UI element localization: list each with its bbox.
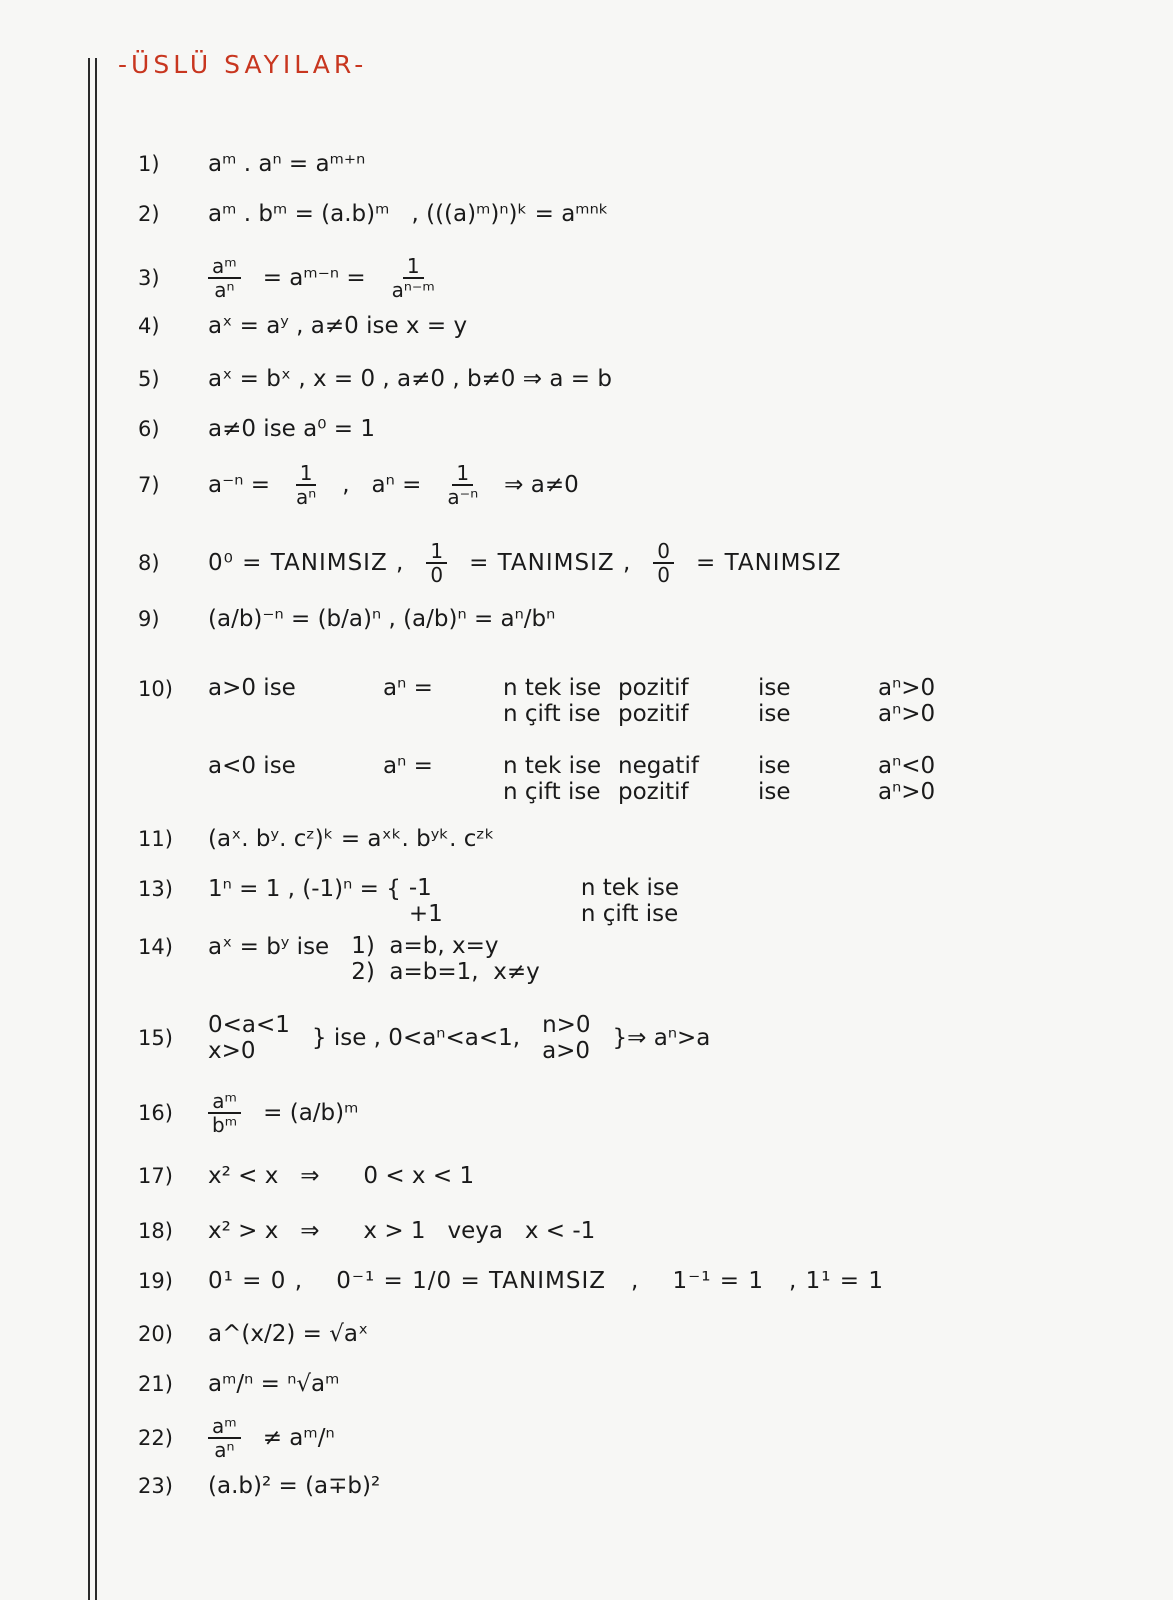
rule-number: 23) (138, 1474, 173, 1498)
rule-number: 7) (138, 473, 160, 497)
sign-table (208, 675, 968, 805)
table-cell: ise (758, 701, 791, 727)
rule-text: (aˣ. bʸ. cᶻ)ᵏ = aˣᵏ. bʸᵏ. cᶻᵏ (208, 826, 495, 852)
rule-text: aᵐ . bᵐ = (a.b)ᵐ (208, 201, 390, 227)
notebook-margin-line (88, 58, 90, 1600)
rule-number: 10) (138, 677, 173, 701)
cases-list: 1) a=b, x=y 2) a=b=1, x≠y (351, 933, 540, 985)
rule-2 (138, 200, 609, 228)
rule-number: 19) (138, 1269, 173, 1293)
fraction (653, 540, 674, 586)
rule-text: aˣ = bˣ , x = 0 , a≠0 , b≠0 ⇒ a = b (208, 366, 612, 392)
table-cell: a>0 ise (208, 675, 296, 701)
rule-1 (138, 150, 365, 178)
rule-21 (138, 1370, 339, 1398)
rule-number: 20) (138, 1322, 173, 1346)
rule-4 (138, 312, 467, 340)
table-cell: n tek ise (503, 675, 602, 701)
rule-number: 13) (138, 877, 173, 901)
rule-20 (138, 1320, 368, 1348)
page-title: -ÜSLÜ SAYILAR- (118, 50, 368, 79)
table-cell: aⁿ>0 (878, 675, 936, 701)
rule-8 (138, 540, 842, 586)
rule-9 (138, 605, 555, 633)
rule-text: a≠0 ise a⁰ = 1 (208, 416, 375, 442)
rule-number: 17) (138, 1164, 173, 1188)
fraction (388, 255, 439, 301)
separator: , (342, 472, 350, 498)
table-cell: aⁿ<0 (878, 753, 936, 779)
denominator: aⁿ (214, 1438, 235, 1462)
rule-text: 1ⁿ = 1 , (-1)ⁿ = { (208, 876, 401, 902)
table-cell: n çift ise (503, 701, 601, 727)
rule-text: 0¹ = 0 , 0⁻¹ = 1/0 = TANIMSIZ , 1⁻¹ = 1 , 1¹ = 1 (208, 1268, 884, 1294)
table-cell: aⁿ = (383, 753, 433, 779)
rule-number: 15) (138, 1026, 173, 1050)
rule-number: 9) (138, 607, 160, 631)
rule-number: 21) (138, 1372, 173, 1396)
rule-conclusion: ⇒ a≠0 (504, 472, 579, 498)
rule-number: 5) (138, 367, 160, 391)
table-cell: pozitif (618, 675, 689, 701)
cases-conditions: n tek ise n çift ise (580, 875, 680, 927)
numerator: aᵐ (208, 1090, 241, 1114)
table-cell: pozitif (618, 701, 689, 727)
numerator: aᵐ (208, 1415, 241, 1439)
numerator: 0 (653, 540, 674, 564)
fraction (443, 462, 482, 508)
rule-text: = TANIMSIZ , (469, 550, 632, 576)
denominator: aⁿ (295, 485, 317, 509)
rule-23 (138, 1472, 380, 1500)
table-cell: ise (758, 675, 791, 701)
rule-17 (138, 1162, 474, 1190)
rule-number: 3) (138, 266, 160, 290)
rule-number: 6) (138, 417, 160, 441)
rule-13 (138, 875, 679, 927)
rule-15 (138, 1012, 710, 1064)
rule-text: aᵐ/ⁿ = ⁿ√aᵐ (208, 1371, 340, 1397)
rule-text: a⁻ⁿ = (208, 472, 270, 498)
rule-6 (138, 415, 375, 443)
rule-text: = TANIMSIZ (696, 550, 842, 576)
rule-text: = aᵐ⁻ⁿ = (262, 265, 366, 291)
rule-number: 22) (138, 1426, 173, 1450)
table-cell: ise (758, 779, 791, 805)
denominator: aⁿ⁻ᵐ (391, 278, 435, 302)
table-cell: aⁿ>0 (878, 701, 936, 727)
denominator: 0 (657, 563, 670, 587)
denominator: aⁿ (214, 278, 235, 302)
rule-18 (138, 1217, 595, 1245)
fraction (426, 540, 447, 586)
rule-text: (a/b)⁻ⁿ = (b/a)ⁿ , (a/b)ⁿ = aⁿ/bⁿ (208, 606, 556, 632)
table-cell: n çift ise (503, 779, 601, 805)
cases-values: -1 +1 (408, 875, 443, 927)
rule-number: 11) (138, 827, 173, 851)
rule-text: (a.b)² = (a∓b)² (208, 1473, 381, 1499)
table-cell: a<0 ise (208, 753, 296, 779)
rule-16 (138, 1090, 358, 1136)
rule-number: 2) (138, 202, 160, 226)
rule-3 (138, 255, 439, 301)
denominator: 0 (430, 563, 444, 587)
numerator: 1 (426, 540, 447, 564)
rule-number: 8) (138, 551, 160, 575)
rule-text: = (a/b)ᵐ (263, 1100, 359, 1126)
rule-text-secondary: , (((a)ᵐ)ⁿ)ᵏ = aᵐⁿᵏ (411, 201, 609, 227)
notebook-margin-line-2 (95, 58, 97, 1600)
rule-conclusion: }⇒ aⁿ>a (612, 1025, 711, 1051)
numerator: aᵐ (208, 255, 241, 279)
rule-22 (138, 1415, 335, 1461)
rule-text: aᵐ . aⁿ = aᵐ⁺ⁿ (208, 151, 366, 177)
denominator: bᵐ (212, 1113, 238, 1137)
rule-10 (138, 675, 968, 805)
rule-7 (138, 462, 579, 508)
fraction (208, 255, 241, 301)
rule-text: 0⁰ = TANIMSIZ , (208, 550, 405, 576)
rule-11 (138, 825, 495, 853)
rule-5 (138, 365, 612, 393)
fraction (208, 1415, 241, 1461)
rule-text: aⁿ = (371, 472, 422, 498)
numerator: 1 (403, 255, 424, 279)
rule-number: 1) (138, 152, 160, 176)
rule-text: x² > x ⇒ x > 1 veya x < -1 (208, 1218, 596, 1244)
fraction (208, 1090, 241, 1136)
table-cell: ise (758, 753, 791, 779)
numerator: 1 (296, 462, 317, 486)
rule-text: } ise , 0<aⁿ<a<1, (311, 1025, 521, 1051)
fraction (292, 462, 320, 508)
table-cell: aⁿ>0 (878, 779, 936, 805)
rule-text: aˣ = aʸ , a≠0 ise x = y (208, 313, 468, 339)
rule-text: x² < x ⇒ 0 < x < 1 (208, 1163, 475, 1189)
table-cell: pozitif (618, 779, 689, 805)
rule-number: 18) (138, 1219, 173, 1243)
rule-text: a^(x/2) = √aˣ (208, 1321, 369, 1347)
table-cell: n tek ise (503, 753, 602, 779)
rule-number: 16) (138, 1101, 173, 1125)
table-cell: negatif (618, 753, 699, 779)
denominator: a⁻ⁿ (447, 485, 479, 509)
rule-14 (138, 933, 540, 985)
condition-block: 0<a<1 x>0 (208, 1012, 290, 1064)
rule-number: 14) (138, 935, 173, 959)
rule-text: ≠ aᵐ/ⁿ (262, 1425, 335, 1451)
numerator: 1 (452, 462, 473, 486)
rule-number: 4) (138, 314, 160, 338)
condition-block: n>0 a>0 (542, 1012, 591, 1064)
table-cell: aⁿ = (383, 675, 433, 701)
rule-19 (138, 1267, 884, 1295)
rule-text: aˣ = bʸ ise (208, 934, 330, 960)
